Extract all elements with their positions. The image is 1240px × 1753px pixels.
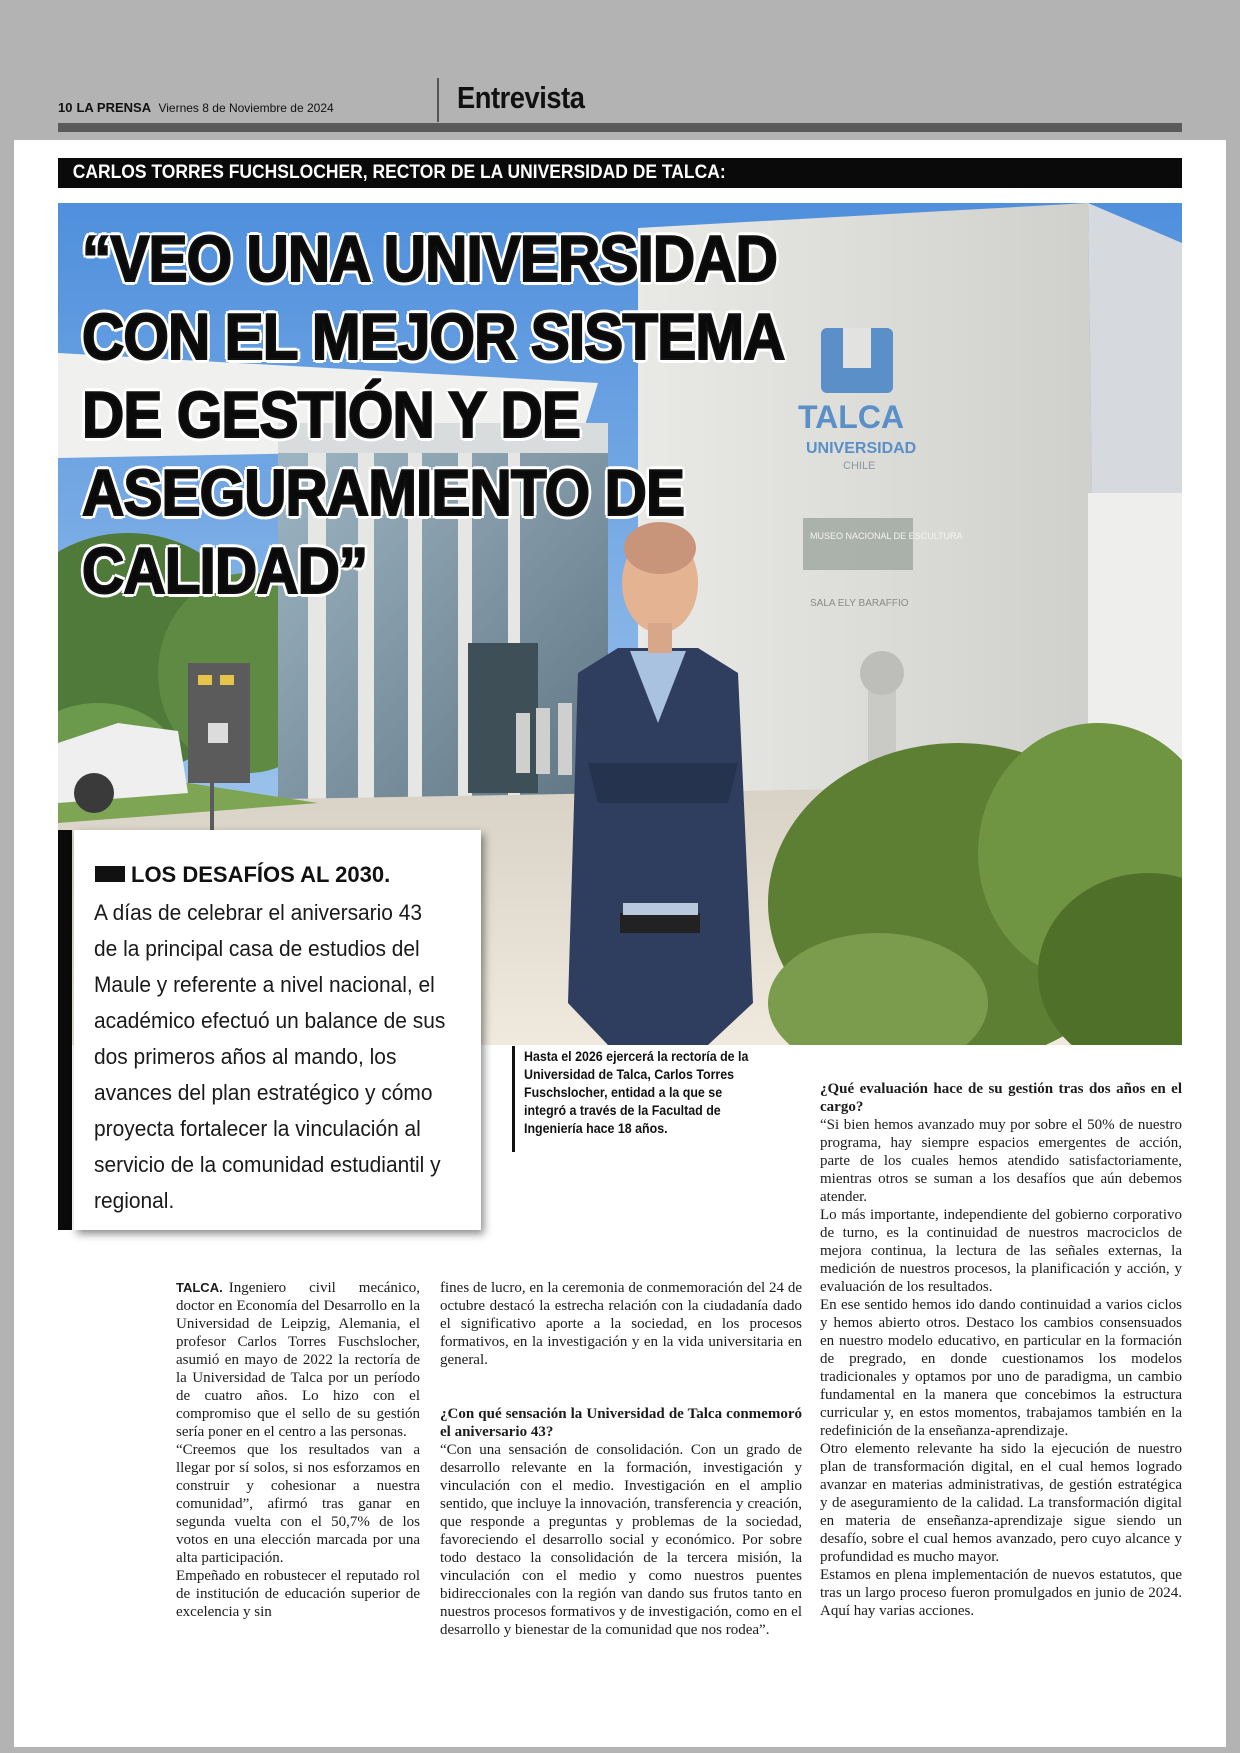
sign-talca: TALCA xyxy=(798,399,905,435)
bottom-margin xyxy=(0,1747,1240,1753)
question: ¿Con qué sensación la Universidad de Talca conmemoró el aniversario 43? xyxy=(440,1406,802,1440)
sign-museo: MUSEO NACIONAL DE ESCULTURA xyxy=(810,531,963,541)
page-number: 10 xyxy=(58,100,73,115)
paragraph: Empeñado en robustecer el reputado rol de institución de educación superior de excelencia y sin xyxy=(176,1568,420,1620)
header-rule xyxy=(58,123,1182,132)
paper-name: LA PRENSA xyxy=(76,100,152,115)
issue-date: Viernes 8 de Noviembre de 2024 xyxy=(158,101,334,115)
paragraph: “Si bien hemos avanzado muy por sobre el 50% de nuestro programa, hay siempre espacios emergentes de acción, parte de los cuales hemos atendido satisfactoriamente, mientras otros se suman a los desafíos que aún debemos atender. xyxy=(820,1117,1182,1205)
headline: “VEO UNA UNIVERSIDAD CON EL MEJOR SISTEMA DE GESTIÓN Y DE ASEGURAMIENTO DE CALIDAD” xyxy=(82,222,783,607)
section-title: Entrevista xyxy=(457,80,585,115)
paragraph: “Con una sensación de consolidación. Con un grado de desarrollo relevante en la formación, investigación y vinculación con el medio. Investigación en el amplio sentido, que incluye la innovación, transferencia y creación, que responde a preguntas y problemas de la sociedad, favoreciendo el desarrollo social y económico. Por sobre todo destaco la consolidación de la tercera misión, la vinculación con el medio y como nuestros puentes bidireccionales con la región van dando sus frutos tanto en nuestros procesos formativos y de investigación, como en el desarrollo y bienestar de la comunidad que nos rodea”. xyxy=(440,1442,802,1638)
paragraph: Lo más importante, independiente del gobierno corporativo de turno, es la continuidad de nuestros macrociclos de mejora continua, la lectura de las señales externas, la medición de nuestros procesos, la planificación y acción, y evaluación de los resultados. xyxy=(820,1207,1182,1295)
square-bullet-icon xyxy=(95,866,125,882)
left-margin xyxy=(0,140,14,1753)
header-divider xyxy=(437,78,439,122)
article-column-1 xyxy=(176,1279,420,1621)
intro-title-text: LOS DESAFÍOS AL 2030. xyxy=(131,862,391,887)
article-column-2 xyxy=(440,1279,802,1639)
sign-sala: SALA ELY BARAFFIO xyxy=(810,598,909,609)
paragraph: Otro elemento relevante ha sido la ejecución de nuestro plan de transformación digital, en el cual hemos logrado avanzar en materias administrativas, de gestión estratégica y de aseguramiento de la calidad. La transformación digital en materia de enseñanza-aprendizaje sigue siendo un desafío, sobre el cual hemos avanzado, pero cuyo alcance y profundidad es mucho mayor. xyxy=(820,1441,1182,1565)
kicker-bar xyxy=(58,158,1182,188)
intro-text: A días de celebrar el aniversario 43 de la principal casa de estudios del Maule y referente a nivel nacional, el académico efectuó un balance de sus dos primeros años al mando, los avances del plan estratégico y cómo proyecta fortalecer la vinculación al servicio de la comunidad estudiantil y regional. xyxy=(94,900,446,1213)
article-column-3 xyxy=(820,1080,1182,1620)
sign-chile: CHILE xyxy=(843,460,876,472)
top-margin xyxy=(0,0,1240,140)
intro-title xyxy=(95,862,390,888)
kicker-text: CARLOS TORRES FUCHSLOCHER, RECTOR DE LA UNIVERSIDAD DE TALCA: xyxy=(72,162,726,183)
paragraph: fines de lucro, en la ceremonia de conmemoración del 24 de octubre destacó la estrecha relación con la ciudadanía dado el significativo aporte a la sociedad, en los procesos formativos, en la investigación y en la vida universitaria en general. xyxy=(440,1280,802,1368)
paragraph: TALCA. Ingeniero civil mecánico, doctor en Economía del Desarrollo en la Universidad de Leipzig, Alemania, el profesor Carlos Torres Fuschslocher, asumió en mayo de 2022 la rectoría de la Universidad de Talca por un período de cuatro años. Lo hizo con el compromiso que el sello de su gestión sería poner en el centro a las personas. xyxy=(176,1280,420,1440)
dateline: TALCA. xyxy=(176,1280,223,1295)
bollards xyxy=(516,703,572,775)
sign-universidad: UNIVERSIDAD xyxy=(806,440,917,457)
paragraph: “Creemos que los resultados van a llegar por sí solos, si nos esforzamos en construir y cohesionar a nuestra comunidad”, afirmó tras ganar en segunda vuelta con el 50,7% de los votos en una elección marcada por una alta participación. xyxy=(176,1442,420,1566)
question: ¿Qué evaluación hace de su gestión tras dos años en el cargo? xyxy=(820,1081,1182,1115)
photo-caption: Hasta el 2026 ejercerá la rectoría de la Universidad de Talca, Carlos Torres Fuschslocher, entidad a la que se integró a través de la Facultad de Ingeniería hace 18 años. xyxy=(524,1049,749,1136)
caption-bar xyxy=(512,1046,515,1152)
folio xyxy=(58,100,334,115)
right-margin xyxy=(1226,140,1240,1753)
paragraph: Estamos en plena implementación de nuevos estatutos, que tras un largo proceso fueron promulgados en junio de 2024. Aquí hay varias acciones. xyxy=(820,1567,1182,1619)
paragraph: En ese sentido hemos ido dando continuidad a varios ciclos y hemos abierto otros. Destaco los cambios consensuados en nuestro modelo educativo, en particular en la formación de pregrado, en donde cuestionamos los modelos tradicionales y optamos por uno de paradigma, un cambio fundamental en la manera que concebimos la estructura curricular y, en estos momentos, trabajamos también en la redefinición de la enseñanza-aprendizaje. xyxy=(820,1297,1182,1439)
intro-accent-bar xyxy=(58,830,72,1230)
